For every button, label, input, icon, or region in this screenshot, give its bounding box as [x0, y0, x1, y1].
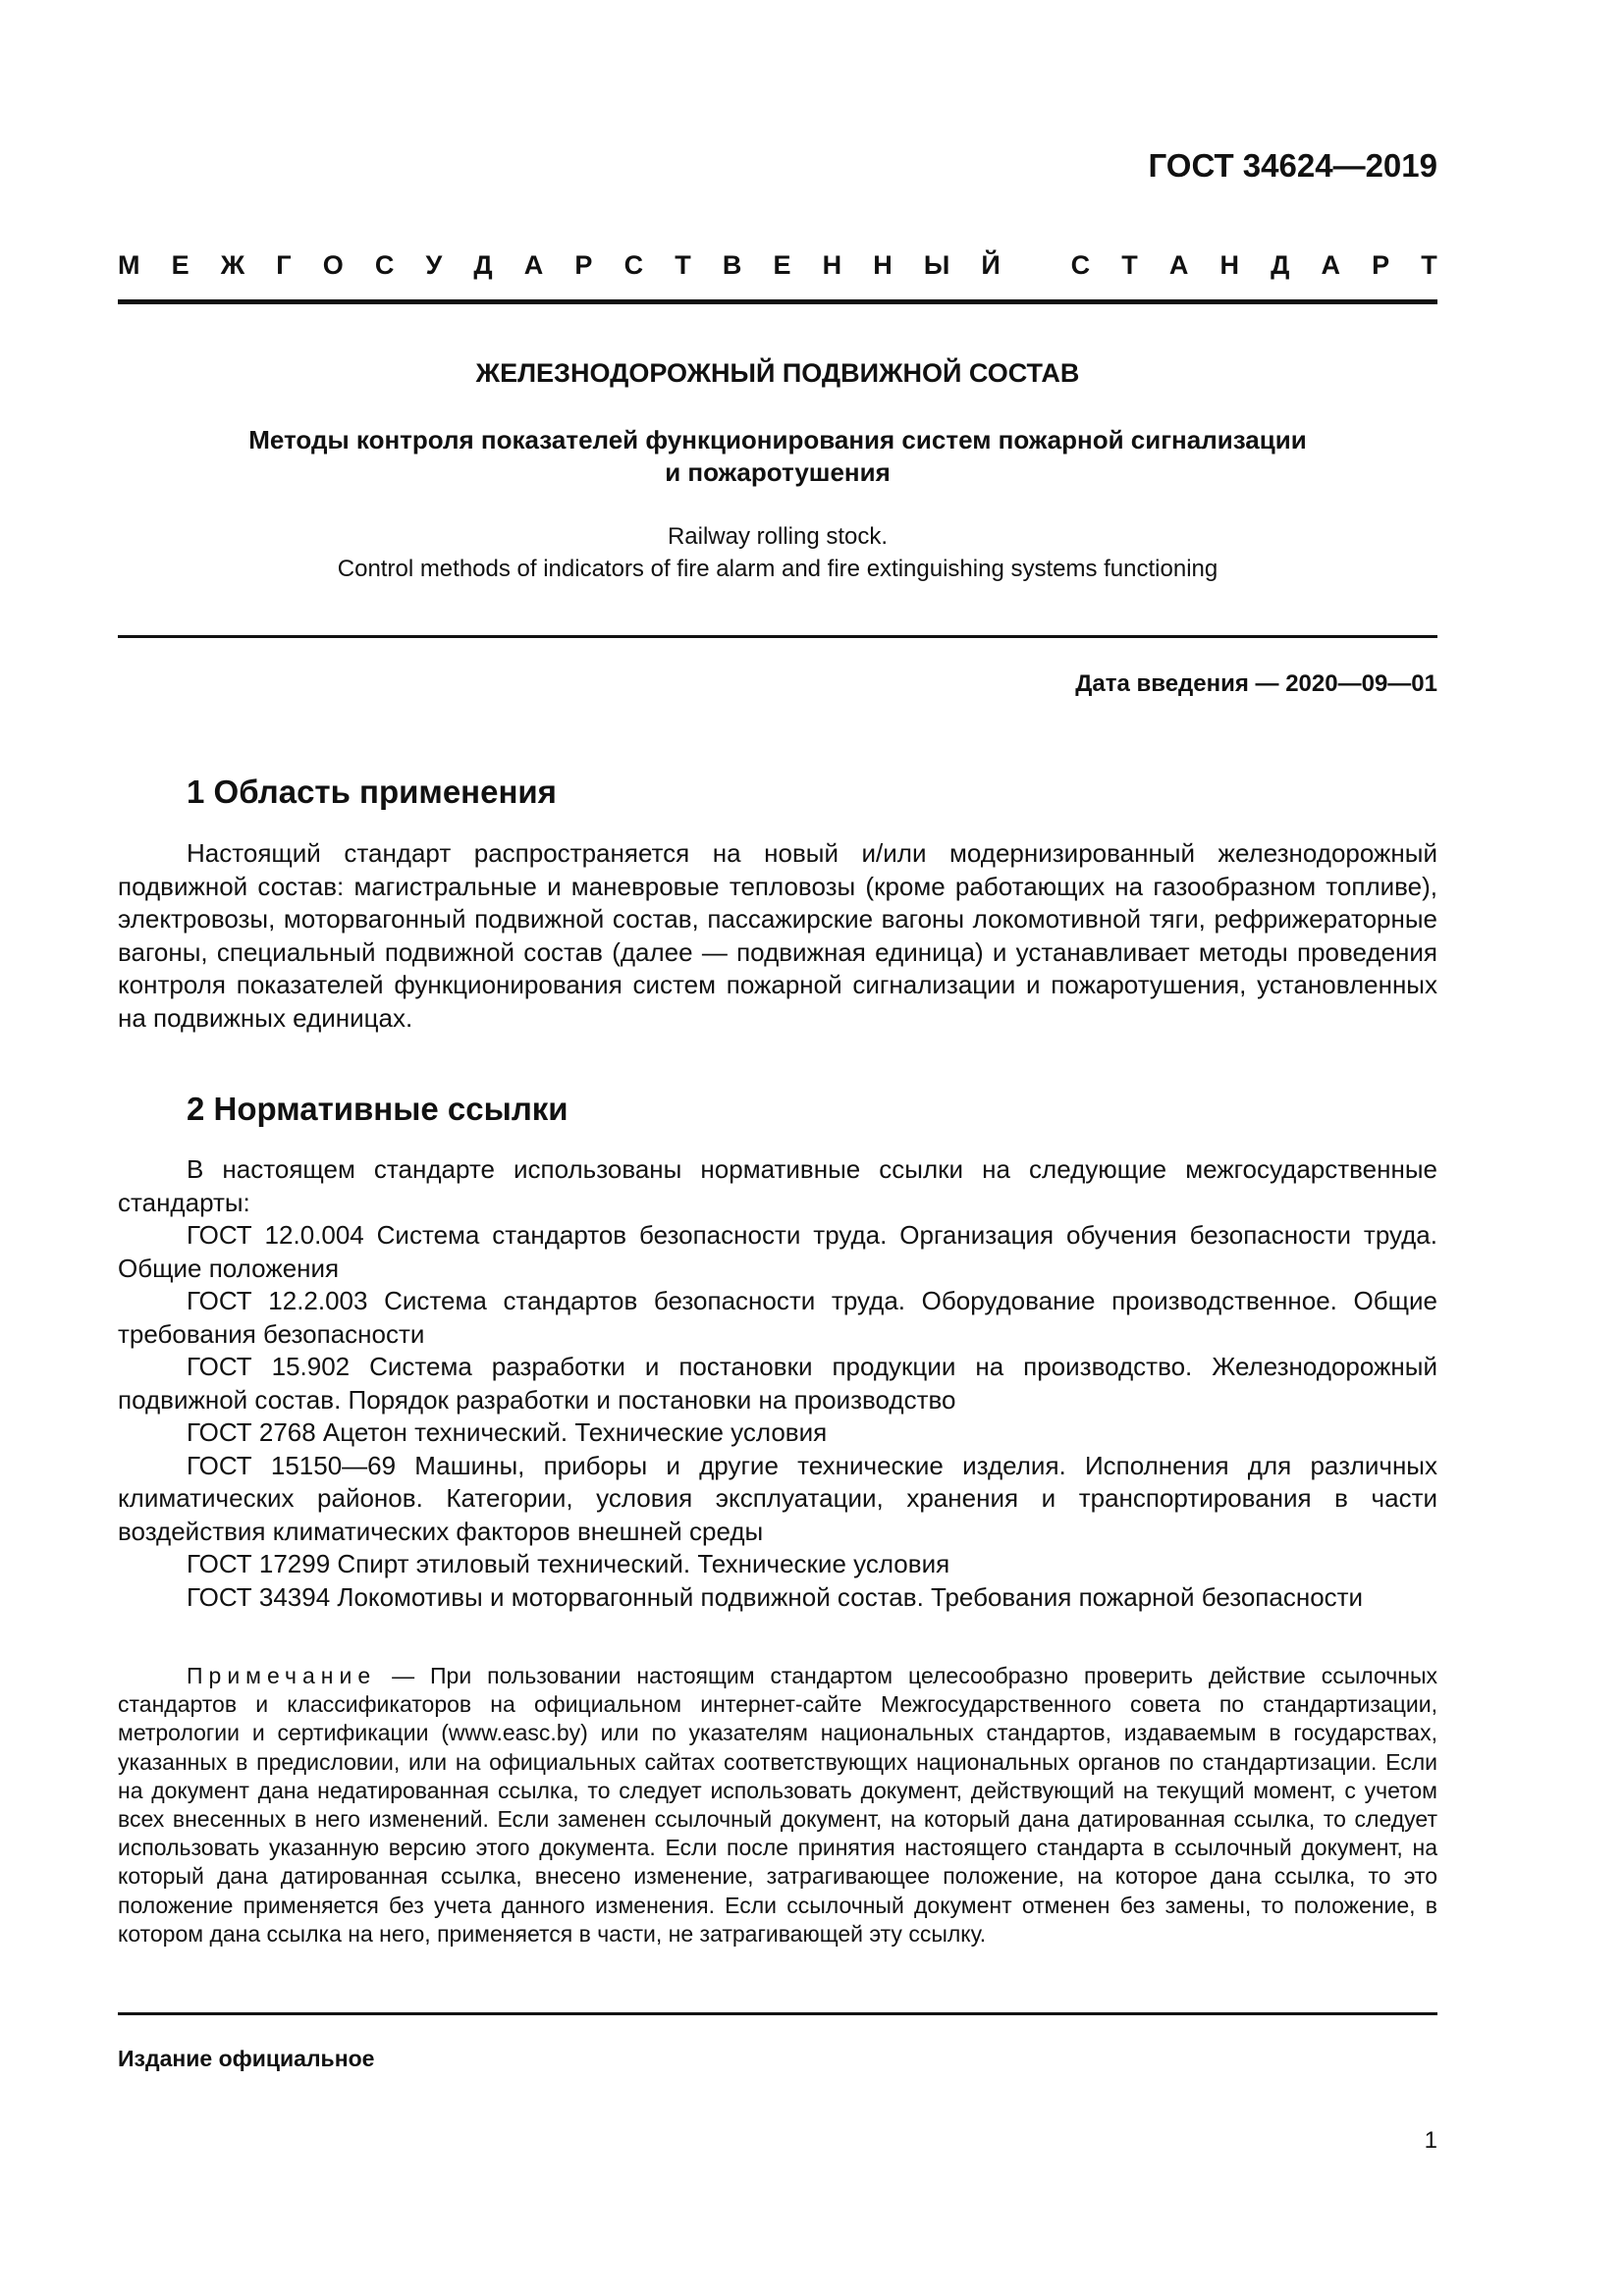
header-rule — [118, 299, 1437, 304]
subtitle-ru-line-2: и пожаротушения — [665, 457, 891, 487]
reference-item: ГОСТ 17299 Спирт этиловый технический. Технические условия — [187, 1549, 950, 1578]
effective-date: Дата введения — 2020—09—01 — [1075, 670, 1437, 697]
reference-item: ГОСТ 15.902 Система разработки и постановки продукции на производство. Железнодорожный подвижной состав. Порядок разработки и постановки на производство — [118, 1352, 1437, 1415]
standard-type-letter: Й — [981, 250, 1001, 280]
reference-item: ГОСТ 2768 Ацетон технический. Технические условия — [187, 1417, 828, 1447]
standard-type-letter: Е — [171, 250, 189, 280]
standard-type-letter: Е — [773, 250, 791, 280]
standard-type-letter: М — [118, 250, 140, 280]
standard-type-letter: У — [425, 250, 443, 280]
standard-type-letter: Н — [1219, 250, 1239, 280]
standard-type-letter: А — [1321, 250, 1340, 280]
standard-type-letter: Р — [574, 250, 593, 280]
section-1-body — [118, 837, 1437, 1035]
section-2-heading: 2 Нормативные ссылки — [187, 1091, 568, 1127]
standard-type-letter: А — [1168, 250, 1189, 280]
standard-type-letter: Н — [873, 250, 893, 280]
subtitle-en-line-2: Control methods of indicators of fire alarm and fire extinguishing systems functioning — [337, 556, 1218, 582]
note-label: Примечание — [187, 1663, 377, 1688]
main-title: ЖЕЛЕЗНОДОРОЖНЫЙ ПОДВИЖНОЙ СОСТАВ — [475, 358, 1080, 388]
document-number: ГОСТ 34624—2019 — [1148, 147, 1437, 184]
references-list — [118, 1153, 1437, 1614]
references-intro: В настоящем стандарте использованы нормативные ссылки на следующие межгосударственные стандарты: — [118, 1154, 1437, 1217]
standard-type-letter: Г — [276, 250, 292, 280]
standard-type-letter: В — [722, 250, 742, 280]
standard-type-letter: Т — [1421, 250, 1437, 280]
section-1-paragraph: Настоящий стандарт распространяется на новый и/или модернизированный железнодорожный подвижной состав: магистральные и маневровые тепловозы (кроме работающих на газообразном топливе), электровозы, моторвагонный подвижной состав, пассажирские вагоны локомотивной тяги, рефрижераторные вагоны, специальный подвижной состав (далее — подвижная единица) и устанавливает методы проведения контроля показателей функционирования систем пожарной сигнализации и пожаротушения, установленных на подвижных единицах. — [118, 838, 1437, 1033]
standard-type-letter: С — [374, 250, 395, 280]
standard-type-letter: С — [1070, 250, 1091, 280]
standard-type-letter: Д — [1271, 250, 1290, 280]
page-number: 1 — [1424, 2127, 1437, 2154]
title-rule — [118, 635, 1437, 638]
standard-type-letter: Н — [822, 250, 842, 280]
subtitle-en-line-1: Railway rolling stock. — [667, 523, 889, 550]
standard-type-letter: Т — [675, 250, 691, 280]
reference-item: ГОСТ 12.2.003 Система стандартов безопасности труда. Оборудование производственное. Общие требования безопасности — [118, 1286, 1437, 1349]
note-paragraph — [118, 1662, 1437, 1949]
standard-type-letter: Д — [473, 250, 493, 280]
section-1-heading: 1 Область применения — [187, 774, 557, 810]
standard-type-letter: С — [623, 250, 644, 280]
standard-type-letter: Ы — [923, 250, 950, 280]
reference-item: ГОСТ 15150—69 Машины, приборы и другие технические изделия. Исполнения для различных климатических районов. Категории, условия эксплуатации, хранения и транспортирования в части воздействия климатических факторов внешней среды — [118, 1450, 1437, 1546]
footer-rule — [118, 2012, 1437, 2015]
standard-type-letter — [1032, 250, 1040, 281]
standard-type-letter: Т — [1121, 250, 1138, 280]
note-text: — При пользовании настоящим стандартом целесообразно проверить действие ссылочных стандартов и классификаторов на официальном интернет-сайте Межгосударственного совета по стандартизации, метрологии и сертификации (www.easc.by) или по указателям национальных стандартов, издаваемым в государствах, указанных в предисловии, или на официальных сайтах соответствующих национальных органов по стандартизации. Если на документ дана недатированная ссылка, то следует использовать документ, действующий на текущий момент, с учетом всех внесенных в него изменений. Если заменен ссылочный документ, на который дана датированная ссылка, то следует использовать указанную версию этого документа. Если после принятия настоящего стандарта в ссылочный документ, на который дана датированная ссылка, внесено изменение, затрагивающее положение, на которое дана ссылка, то это положение применяется без учета данного изменения. Если ссылочный документ отменен без замены, то положение, в котором дана ссылка на него, применяется в части, не затрагивающей эту ссылку. — [118, 1663, 1437, 1947]
subtitle-en — [118, 520, 1437, 585]
reference-item: ГОСТ 12.0.004 Система стандартов безопасности труда. Организация обучения безопасности труда. Общие положения — [118, 1220, 1437, 1283]
subtitle-ru-line-1: Методы контроля показателей функционирования систем пожарной сигнализации — [248, 425, 1307, 454]
subtitle-ru — [118, 424, 1437, 489]
standard-type-letter: О — [322, 250, 344, 280]
note-block — [118, 1662, 1437, 1949]
reference-item: ГОСТ 34394 Локомотивы и моторвагонный подвижной состав. Требования пожарной безопасности — [187, 1581, 1364, 1612]
standard-type-banner — [118, 250, 1437, 281]
edition-label: Издание официальное — [118, 2046, 375, 2071]
standard-type-letter: А — [523, 250, 544, 280]
standard-type-letter: Ж — [220, 250, 245, 280]
standard-type-letter: Р — [1372, 250, 1390, 280]
